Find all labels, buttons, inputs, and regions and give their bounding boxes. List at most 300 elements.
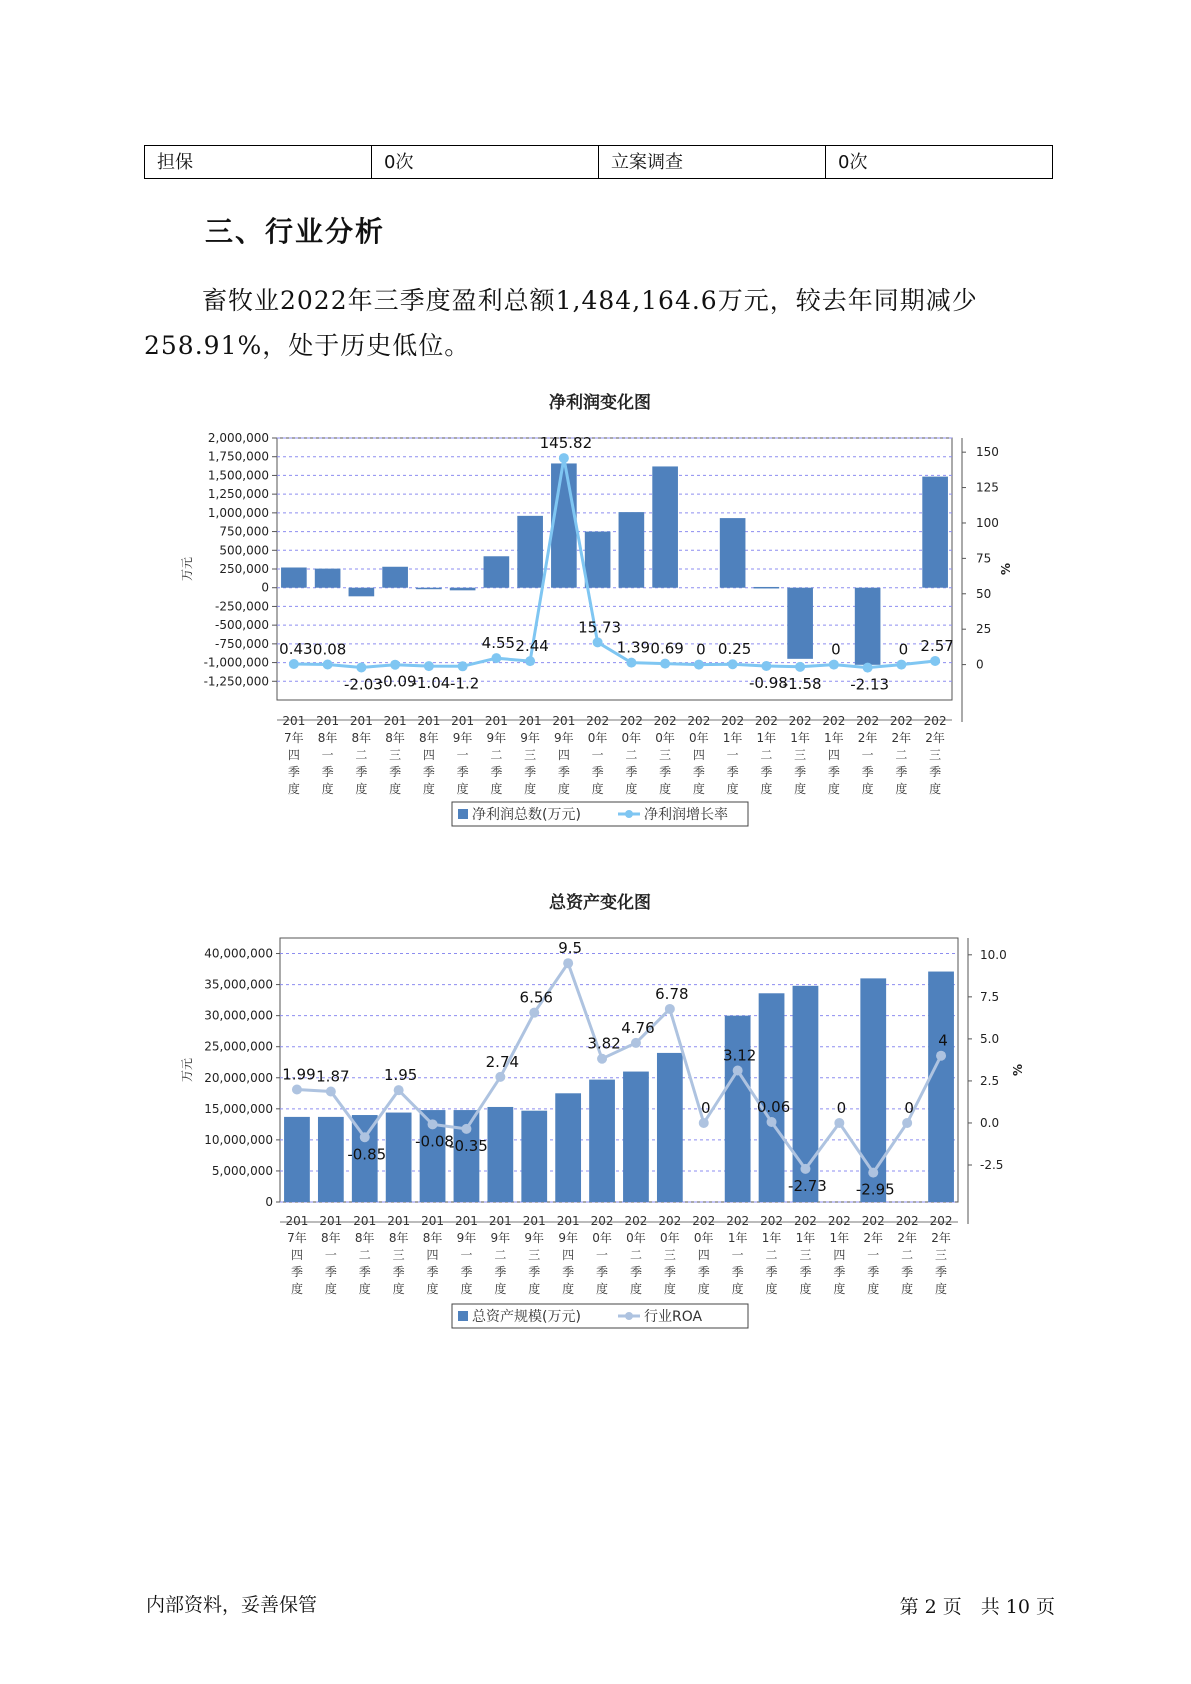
data-label: 0 [898,640,909,659]
y-tick-label: -500,000 [215,618,269,633]
line-point [390,660,400,670]
bar [551,463,577,587]
x-tick-label: 季 [290,1265,303,1279]
y-tick-label: -1,250,000 [203,674,269,689]
y2-tick-label: 7.5 [980,989,1000,1004]
line-point [868,1168,878,1178]
y2-tick-label: 0 [976,657,984,672]
line-point [495,1072,505,1082]
x-tick-label: 201 [556,1214,580,1228]
x-tick-label: 2年 [925,731,945,745]
legend-line-label: 行业ROA [644,1309,703,1325]
x-tick-label: 度 [692,782,705,796]
x-tick-label: 季 [799,1265,812,1279]
chart-svg [0,890,1191,1350]
data-label: 0 [700,1098,711,1117]
x-tick-label: 202 [861,1214,885,1228]
x-tick-label: 季 [287,765,300,779]
bar [281,568,307,588]
y2-tick-label: 25 [976,622,992,637]
y-tick-label: -250,000 [215,599,269,614]
x-tick-label: 季 [625,765,638,779]
data-label: -1.2 [449,674,480,693]
data-label: 0 [904,1098,914,1117]
bar [315,569,341,588]
x-tick-label: 202 [754,714,778,728]
x-tick-label: 季 [389,765,402,779]
line-point [360,1132,370,1142]
y-tick-label: 10,000,000 [204,1132,273,1147]
table-cell-value: 0次 [826,146,1053,179]
x-tick-label: 9年 [490,1231,511,1245]
line-point [461,1124,471,1134]
x-tick-label: 202 [788,714,812,728]
y2-axis-title: % [999,562,1013,576]
x-tick-label: 1年 [795,1231,816,1245]
y-tick-label: 750,000 [219,524,269,539]
x-tick-label: 三 [389,748,402,762]
x-tick-label: 201 [552,714,576,728]
x-tick-label: 202 [658,1214,682,1228]
x-tick-label: 201 [518,714,542,728]
data-label: 4.76 [621,1018,655,1037]
x-tick-label: 季 [321,765,334,779]
x-tick-label: 202 [822,714,846,728]
y2-tick-label: 50 [976,586,992,601]
x-tick-label: 三 [935,1248,948,1262]
x-tick-label: 度 [929,782,942,796]
x-tick-label: 8年 [321,1231,341,1245]
data-label: -0.35 [449,1136,488,1155]
x-tick-label: 二 [494,1248,507,1262]
x-tick-label: 8年 [385,731,405,745]
line-point [626,658,636,668]
x-tick-label: 二 [760,748,773,762]
data-label: -2.13 [850,675,890,694]
line-point [563,958,573,968]
x-tick-label: 季 [524,765,537,779]
x-tick-label: 201 [387,1214,411,1228]
x-tick-label: 四 [697,1248,710,1262]
bar [284,1117,310,1202]
x-tick-label: 季 [355,765,368,779]
x-tick-label: 四 [692,748,705,762]
bar [521,1111,547,1202]
x-tick-label: 度 [861,782,874,796]
x-tick-label: 二 [490,748,503,762]
line-point [761,661,771,671]
x-tick-label: 1年 [727,1231,748,1245]
x-tick-label: 一 [324,1248,337,1262]
x-tick-label: 季 [557,765,570,779]
x-tick-label: 度 [833,1282,846,1296]
info-table [144,145,1053,179]
data-label: 1.95 [383,1066,418,1085]
x-tick-label: 一 [731,1248,744,1262]
x-tick-label: 度 [324,1282,337,1296]
x-tick-label: 9年 [558,1231,578,1245]
x-tick-label: 2年 [857,731,878,745]
chart-title: 净利润变化图 [549,393,651,413]
data-label: 6.78 [655,984,689,1003]
y-tick-label: 35,000,000 [204,977,273,992]
data-label: 15.73 [578,618,622,637]
x-tick-label: 季 [726,765,739,779]
x-tick-label: 季 [591,765,604,779]
x-tick-label: 四 [422,748,435,762]
x-tick-label: 季 [833,1265,846,1279]
data-label: -0.08 [415,1132,454,1151]
bar [382,567,408,588]
x-tick-label: 201 [484,714,508,728]
bar [349,588,375,597]
x-tick-label: 度 [490,782,503,796]
x-tick-label: 一 [591,748,604,762]
x-tick-label: 二 [625,748,638,762]
x-tick-label: 2年 [931,1231,951,1245]
bar [922,477,948,588]
x-tick-label: 季 [765,1265,778,1279]
x-tick-label: 度 [663,1282,676,1296]
x-tick-label: 8年 [351,731,372,745]
x-tick-label: 202 [687,714,711,728]
data-label: 0 [696,640,706,659]
line-point [800,1164,810,1174]
x-tick-label: 9年 [456,1231,477,1245]
x-tick-label: 季 [692,765,705,779]
x-tick-label: 一 [726,748,739,762]
x-tick-label: 201 [282,714,306,728]
legend-line-marker [625,1312,633,1320]
x-tick-label: 0年 [592,1231,612,1245]
x-tick-label: 度 [460,1282,473,1296]
x-tick-label: 201 [383,714,407,728]
data-label: 3.82 [587,1034,621,1053]
x-tick-label: 度 [901,1282,914,1296]
bar [928,972,954,1202]
chart-title: 总资产变化图 [549,893,651,913]
line-point [323,659,333,669]
x-tick-label: 7年 [284,731,304,745]
data-label: 4.55 [481,634,516,653]
x-tick-label: 202 [624,1214,648,1228]
legend-bar-label: 总资产规模(万元) [472,1309,581,1325]
x-tick-label: 202 [923,714,947,728]
section-title: 三、行业分析 [205,215,386,248]
line-point [767,1117,777,1127]
x-tick-label: 二 [765,1248,778,1262]
y-axis-title: 万元 [180,556,194,582]
line-point [829,660,839,670]
data-label: -1.04 [411,674,451,693]
x-tick-label: 一 [861,748,874,762]
x-tick-label: 8年 [354,1231,375,1245]
x-tick-label: 0年 [587,731,608,745]
x-tick-label: 季 [663,1265,676,1279]
y2-tick-label: 2.5 [980,1073,1000,1088]
bar [623,1072,649,1202]
x-tick-label: 201 [353,1214,377,1228]
y-tick-label: 2,000,000 [207,431,269,445]
line-point [902,1118,912,1128]
x-tick-label: 季 [392,1265,405,1279]
x-tick-label: 度 [827,782,840,796]
x-tick-label: 201 [522,1214,546,1228]
net-profit-chart [0,390,1191,850]
line-point [631,1038,641,1048]
x-tick-label: 三 [659,748,672,762]
x-tick-label: 度 [389,782,402,796]
y-tick-label: 250,000 [219,562,269,576]
data-label: 0.08 [312,640,347,659]
data-label: 1.99 [282,1065,316,1084]
x-tick-label: 三 [929,748,942,762]
line-point [424,661,434,671]
bar [386,1113,412,1202]
x-tick-label: 9年 [520,731,540,745]
legend-line-marker [625,810,633,818]
y-tick-label: 40,000,000 [204,946,273,961]
x-tick-label: 201 [319,1214,343,1228]
line-point [458,661,468,671]
x-tick-label: 三 [528,1248,541,1262]
y-tick-label: 1,250,000 [207,487,269,502]
x-tick-label: 度 [494,1282,507,1296]
x-tick-label: 季 [426,1265,439,1279]
x-tick-label: 1年 [829,1231,850,1245]
x-tick-label: 二 [355,748,368,762]
y2-tick-label: 75 [976,551,992,566]
data-label: 2.74 [485,1052,520,1071]
y-tick-label: 0 [265,1195,273,1209]
x-tick-label: 度 [591,782,604,796]
line-point [665,1004,675,1014]
x-tick-label: 季 [731,1265,744,1279]
x-tick-label: 季 [324,1265,337,1279]
x-tick-label: 度 [794,782,807,796]
x-tick-label: 四 [287,748,300,762]
bar [725,1016,751,1202]
bar [855,588,881,665]
table-row [145,146,1053,179]
y-tick-label: 1,500,000 [207,468,269,483]
x-tick-label: 0年 [626,1231,646,1245]
bar [487,1107,513,1202]
x-tick-label: 一 [460,1248,473,1262]
data-label: -2.73 [788,1176,827,1195]
x-tick-label: 二 [358,1248,371,1262]
legend-bar-swatch [458,809,468,819]
page-number: 第 2 页 共 10 页 [899,1596,1055,1618]
line-point [930,656,940,666]
x-tick-label: 202 [895,1214,919,1228]
x-tick-label: 二 [629,1248,642,1262]
footer-note: 内部资料，妥善保管 [146,1594,318,1616]
x-tick-label: 度 [867,1282,880,1296]
x-tick-label: 1年 [790,731,810,745]
x-tick-label: 1年 [824,731,844,745]
y-tick-label: 5,000,000 [211,1163,273,1178]
data-label: 9.5 [558,939,583,958]
x-tick-label: 度 [290,1282,303,1296]
x-tick-label: 201 [417,714,441,728]
line-point [936,1051,946,1061]
x-tick-label: 度 [697,1282,710,1296]
x-tick-label: 2年 [891,731,912,745]
x-tick-label: 度 [355,782,368,796]
x-tick-label: 8年 [422,1231,443,1245]
x-tick-label: 度 [659,782,672,796]
line-point [795,662,805,672]
line-point [289,659,299,669]
table-cell-label: 担保 [145,146,372,179]
data-label: 0.43 [279,639,313,658]
x-tick-label: 三 [799,1248,812,1262]
line-point [491,653,501,663]
x-tick-label: 0年 [655,731,675,745]
data-label: -0.98 [748,673,788,692]
x-tick-label: 三 [663,1248,676,1262]
y-tick-label: 1,000,000 [207,505,269,520]
data-label: 0.25 [717,640,752,659]
bar [484,556,510,587]
line-point [394,1085,404,1095]
y-tick-label: 1,750,000 [207,449,269,464]
x-tick-label: 度 [765,1282,778,1296]
x-tick-label: 度 [528,1282,541,1296]
x-tick-label: 202 [653,714,677,728]
x-tick-label: 季 [697,1265,710,1279]
y2-tick-label: 5.0 [980,1031,1000,1046]
y2-tick-label: 10.0 [980,947,1007,962]
legend-bar-swatch [458,1311,468,1321]
x-tick-label: 度 [760,782,773,796]
x-tick-label: 季 [901,1265,914,1279]
x-tick-label: 202 [619,714,643,728]
x-tick-label: 季 [629,1265,642,1279]
bar [416,588,442,590]
x-tick-label: 201 [451,714,475,728]
x-tick-label: 202 [929,1214,953,1228]
x-tick-label: 季 [494,1265,507,1279]
x-tick-label: 四 [557,748,570,762]
x-tick-label: 202 [827,1214,851,1228]
x-tick-label: 度 [629,1282,642,1296]
x-tick-label: 202 [726,1214,750,1228]
bar [589,1080,615,1202]
x-tick-label: 四 [827,748,840,762]
x-tick-label: 2年 [897,1231,917,1245]
chart-svg [0,390,1191,850]
y-axis-title: 万元 [180,1057,194,1083]
line-point [428,1119,438,1129]
x-tick-label: 202 [590,1214,614,1228]
line-point [660,659,670,669]
data-label: 0.69 [650,639,684,658]
y2-tick-label: -2.5 [980,1158,1004,1173]
x-tick-label: 度 [562,1282,575,1296]
y2-axis-title: % [1011,1063,1025,1077]
data-label: -2.95 [855,1180,895,1199]
x-tick-label: 季 [456,765,469,779]
bar [585,532,611,588]
x-tick-label: 季 [895,765,908,779]
y-tick-label: -1,000,000 [203,655,269,670]
x-tick-label: 9年 [524,1231,545,1245]
y-tick-label: 30,000,000 [204,1008,273,1023]
data-label: 0 [831,640,841,659]
x-tick-label: 202 [692,1214,716,1228]
x-tick-label: 度 [596,1282,609,1296]
x-tick-label: 度 [625,782,638,796]
x-tick-label: 201 [285,1214,309,1228]
x-tick-label: 7年 [287,1231,307,1245]
y2-tick-label: 100 [976,515,999,530]
y-tick-label: 20,000,000 [204,1070,273,1085]
x-tick-label: 四 [290,1248,303,1262]
bar [517,516,543,588]
x-tick-label: 0年 [689,731,709,745]
x-tick-label: 0年 [621,731,642,745]
x-tick-label: 0年 [693,1231,714,1245]
x-tick-label: 度 [456,782,469,796]
x-tick-label: 201 [316,714,340,728]
data-label: -0.85 [347,1145,387,1164]
legend-line-label: 净利润增长率 [644,807,728,823]
x-tick-label: 202 [856,714,880,728]
x-tick-label: 9年 [452,731,473,745]
data-label: -0.09 [377,672,417,691]
x-tick-label: 二 [895,748,908,762]
bar [657,1053,683,1202]
data-label: -1.58 [782,674,822,693]
line-point [292,1085,302,1095]
y-tick-label: 0 [261,580,269,595]
x-tick-label: 一 [867,1248,880,1262]
x-tick-label: 四 [426,1248,439,1262]
x-tick-label: 8年 [388,1231,409,1245]
data-label: 6.56 [519,988,553,1007]
data-label: 145.82 [539,434,593,453]
y2-tick-label: 125 [976,480,999,495]
line-point [525,656,535,666]
x-tick-label: 8年 [419,731,439,745]
bar [652,466,678,587]
x-tick-label: 季 [794,765,807,779]
x-tick-label: 度 [726,782,739,796]
y2-tick-label: 150 [976,445,999,460]
x-tick-label: 202 [889,714,913,728]
x-tick-label: 季 [358,1265,371,1279]
x-tick-label: 201 [421,1214,445,1228]
line-point [593,637,603,647]
x-tick-label: 202 [586,714,610,728]
y-tick-label: -750,000 [215,636,269,651]
data-label: 0.06 [756,1097,791,1116]
x-tick-label: 9年 [554,731,574,745]
analysis-paragraph: 畜牧业2022年三季度盈利总额1,484,164.6万元，较去年同期减少258.91%，处于历史低位。 [144,286,978,360]
x-tick-label: 季 [659,765,672,779]
line-point [597,1054,607,1064]
line-point [896,660,906,670]
line-point [834,1118,844,1128]
data-label: 1.87 [316,1067,350,1086]
x-tick-label: 三 [524,748,537,762]
y-tick-label: 15,000,000 [204,1101,273,1116]
x-tick-label: 0年 [660,1231,680,1245]
x-tick-label: 2年 [863,1231,884,1245]
legend-bar-label: 净利润总数(万元) [472,807,581,823]
